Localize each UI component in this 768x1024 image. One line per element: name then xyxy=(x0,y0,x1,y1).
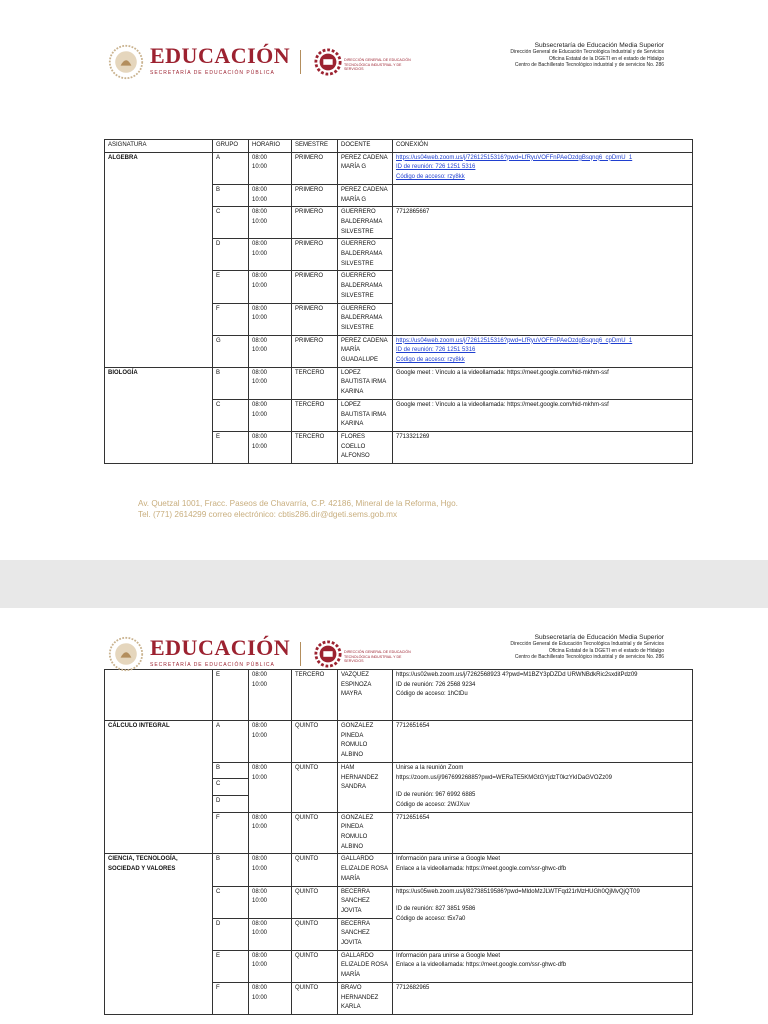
group-cell: C xyxy=(213,399,249,431)
teacher-cell: GUERRERO BALDERRAMA SILVESTRE xyxy=(338,271,393,303)
time-cell: 08:00 10:00 xyxy=(249,982,292,1014)
zoom-url: https://us05web.zoom.us/j/82738519586?pwd=MldoMzJLWTFqd21rMzHUGh0QjMvQjQT09 xyxy=(396,888,640,895)
time-cell: 08:00 10:00 xyxy=(249,886,292,918)
table-row xyxy=(105,152,693,184)
zoom-invite-title: Unirse a la reunión Zoom xyxy=(396,764,464,771)
meet-link: Enlace a la videollamada: https://meet.google.com/ssr-ghwc-dfb xyxy=(396,866,567,873)
logo-divider xyxy=(300,642,301,666)
group-cell: D xyxy=(213,239,249,271)
institution-lines xyxy=(510,43,664,68)
time-cell: 08:00 10:00 xyxy=(249,950,292,982)
teacher-cell: GUERRERO BALDERRAMA SILVESTRE xyxy=(338,239,393,271)
semester-cell: QUINTO xyxy=(292,812,338,854)
semester-cell: QUINTO xyxy=(292,950,338,982)
semester-cell: PRIMERO xyxy=(292,184,338,206)
teacher-cell: BRAVO HERNANDEZ KARLA xyxy=(338,982,393,1014)
address-line: Av. Quetzal 1001, Fracc. Paseos de Chavarría, C.P. 42186, Mineral de la Reforma, Hgo. xyxy=(138,499,458,508)
semester-cell: PRIMERO xyxy=(292,207,338,239)
teacher-cell: GUERRERO BALDERRAMA SILVESTRE xyxy=(338,303,393,335)
semester-cell: QUINTO xyxy=(292,762,338,812)
teacher-cell: PEREZ CADENA MARÍA G xyxy=(338,184,393,206)
national-seal-icon xyxy=(108,636,144,672)
group-cell: A xyxy=(213,152,249,184)
dgeti-gear-icon xyxy=(314,48,342,76)
subject-cell: CÁLCULO INTEGRAL xyxy=(105,721,213,854)
access-code-link[interactable]: Código de acceso: rzy8kk xyxy=(396,174,465,181)
zoom-link[interactable]: https://us04web.zoom.us/j/72612515316?pwd=LfRyuVOFFnPAeOzdgBsqnq6_cpDmU_1 xyxy=(396,154,633,161)
teacher-cell: PEREZ CADENA MARÍA GUADALUPE xyxy=(338,335,393,367)
semester-cell: PRIMERO xyxy=(292,271,338,303)
time-cell: 08:00 10:00 xyxy=(249,367,292,399)
group-cell: C xyxy=(213,207,249,239)
semester-cell: QUINTO xyxy=(292,721,338,763)
time-cell: 08:00 10:00 xyxy=(249,721,292,763)
subject-cell: CIENCIA, TECNOLOGÍA, SOCIEDAD Y VALORES xyxy=(105,854,213,1015)
schedule-table-1 xyxy=(104,139,693,464)
meeting-id: ID de reunión: 827 3851 9586 xyxy=(396,906,476,913)
access-code: Código de acceso: 1hCtDu xyxy=(396,691,468,698)
education-logo xyxy=(150,636,290,668)
logo-subtitle: SECRETARÍA DE EDUCACIÓN PÚBLICA xyxy=(150,70,275,76)
column-header: DOCENTE xyxy=(338,140,393,153)
group-cell: C xyxy=(213,886,249,918)
teacher-cell: PEREZ CADENA MARÍA G xyxy=(338,152,393,184)
contact-line: Tel. (771) 2614299 correo electrónico: cbtis286.dir@dgeti.sems.gob.mx xyxy=(138,509,398,519)
meeting-id: ID de reunión: 726 2568 9234 xyxy=(396,681,476,688)
dgeti-name: DIRECCIÓN GENERAL DE EDUCACIÓN TECNOLÓGICA INDUSTRIAL Y DE SERVICIOS xyxy=(344,650,411,664)
semester-cell: PRIMERO xyxy=(292,303,338,335)
institution-line: Dirección General de Educación Tecnológica Industrial y de Servicios xyxy=(510,641,664,648)
time-cell: 08:00 10:00 xyxy=(249,399,292,431)
meeting-id-link[interactable]: ID de reunión: 726 1251 5316 xyxy=(396,347,476,354)
meeting-id: ID de reunión: 967 6992 6885 xyxy=(396,792,476,799)
document-page-2 xyxy=(0,608,768,1024)
group-cell: B xyxy=(213,854,249,886)
institution-line: Subsecretaría de Educación Media Superior xyxy=(534,42,664,49)
teacher-cell: BECERRA SANCHEZ JOVITA xyxy=(338,886,393,918)
time-cell: 08:00 10:00 xyxy=(249,918,292,950)
connection-cell xyxy=(393,184,693,206)
table-row xyxy=(105,854,693,886)
connection-cell xyxy=(393,886,693,950)
group-cell: G xyxy=(213,335,249,367)
schedule-table-2 xyxy=(104,669,693,1015)
semester-cell: TERCERO xyxy=(292,431,338,463)
institution-line: Oficina Estatal de la DGETI en el estado de Hidalgo xyxy=(548,55,664,62)
group-cell: C xyxy=(213,779,249,796)
zoom-link[interactable]: https://us04web.zoom.us/j/72612515316?pwd=LfRyuVOFFnPAeOzdgBsqnq6_cpDmU_1 xyxy=(396,337,633,344)
group-cell: D xyxy=(213,796,249,813)
column-header: ASIGNATURA xyxy=(105,140,213,153)
table-row xyxy=(105,367,693,399)
group-cell: F xyxy=(213,812,249,854)
letterhead xyxy=(104,42,664,92)
time-cell: 08:00 10:00 xyxy=(249,670,292,721)
logo-title: EDUCACIÓN xyxy=(150,43,291,68)
table-row xyxy=(105,721,693,763)
semester-cell: PRIMERO xyxy=(292,152,338,184)
logo-subtitle: SECRETARÍA DE EDUCACIÓN PÚBLICA xyxy=(150,662,275,668)
group-cell: B xyxy=(213,762,249,779)
address-footer xyxy=(138,499,458,520)
institution-line: Oficina Estatal de la DGETI en el estado de Hidalgo xyxy=(548,647,664,654)
zoom-url: https://zoom.us/j/96769926885?pwd=WERaTE5KMGtGYjdzT0kzYkIDaGVOZz09 xyxy=(396,774,612,781)
meet-invite-title: Información para unirse a Google Meet xyxy=(396,952,501,959)
teacher-cell: LOPEZ BAUTISTA IRMA KARINA xyxy=(338,399,393,431)
column-header: HORARIO xyxy=(249,140,292,153)
time-cell: 08:00 10:00 xyxy=(249,335,292,367)
access-code: Código de acceso: 2WJXuv xyxy=(396,801,470,808)
column-header: GRUPO xyxy=(213,140,249,153)
column-header: SEMESTRE xyxy=(292,140,338,153)
group-cell: F xyxy=(213,303,249,335)
institution-line: Subsecretaría de Educación Media Superior xyxy=(534,634,664,641)
connection-cell: 7713321269 xyxy=(393,431,693,463)
teacher-cell: HAM HERNANDEZ SANDRA xyxy=(338,762,393,812)
connection-cell xyxy=(393,152,693,184)
connection-cell xyxy=(393,335,693,367)
teacher-cell: BECERRA SANCHEZ JOVITA xyxy=(338,918,393,950)
group-cell: B xyxy=(213,367,249,399)
time-cell: 08:00 10:00 xyxy=(249,303,292,335)
logo-title: EDUCACIÓN xyxy=(150,635,291,660)
subject-cell: ALGEBRA xyxy=(105,152,213,367)
connection-cell xyxy=(393,854,693,886)
institution-line: Dirección General de Educación Tecnológica Industrial y de Servicios xyxy=(510,49,664,56)
connection-cell: 7712682965 xyxy=(393,982,693,1014)
group-cell: E xyxy=(213,670,249,721)
connection-cell: Google meet : Vínculo a la videollamada: https://meet.google.com/hid-mkhm-ssf xyxy=(393,399,693,431)
semester-cell: TERCERO xyxy=(292,367,338,399)
semester-cell: TERCERO xyxy=(292,399,338,431)
semester-cell: QUINTO xyxy=(292,886,338,918)
access-code: Código de acceso: t5x7a0 xyxy=(396,915,466,922)
meet-invite-title: Información para unirse a Google Meet xyxy=(396,856,501,863)
zoom-url: https://us02web.zoom.us/j/7262568923 4?pwd=M1BZY3pDZDd URWNBdkRic2sxditPdz09 xyxy=(396,672,638,678)
meeting-id-link[interactable]: ID de reunión: 726 1251 5316 xyxy=(396,164,476,171)
semester-cell: PRIMERO xyxy=(292,239,338,271)
time-cell: 08:00 10:00 xyxy=(249,812,292,854)
dgeti-name: DIRECCIÓN GENERAL DE EDUCACIÓN TECNOLÓGICA INDUSTRIAL Y DE SERVICIOS xyxy=(344,58,411,72)
subject-cell: BIOLOGÍA xyxy=(105,367,213,463)
column-header: CONEXIÓN xyxy=(393,140,693,153)
time-cell: 08:00 10:00 xyxy=(249,271,292,303)
dgeti-gear-icon xyxy=(314,640,342,668)
meet-link: Enlace a la videollamada: https://meet.google.com/ssr-ghwc-dfb xyxy=(396,962,567,969)
time-cell: 08:00 10:00 xyxy=(249,239,292,271)
institution-lines xyxy=(510,635,664,660)
group-cell: E xyxy=(213,950,249,982)
connection-cell: 7712651654 xyxy=(393,721,693,763)
teacher-cell: LOPEZ BAUTISTA IRMA KARINA xyxy=(338,367,393,399)
time-cell: 08:00 10:00 xyxy=(249,762,292,812)
group-cell: A xyxy=(213,721,249,763)
teacher-cell: FLORES COELLO ALFONSO xyxy=(338,431,393,463)
institution-line: Centro de Bachillerato Tecnológico industrial y de servicios No. 286 xyxy=(514,61,664,68)
semester-cell: QUINTO xyxy=(292,854,338,886)
time-cell: 08:00 10:00 xyxy=(249,207,292,239)
group-cell: E xyxy=(213,431,249,463)
letterhead xyxy=(104,634,664,684)
teacher-cell: GALLARDO ELIZALDE ROSA MARÍA xyxy=(338,854,393,886)
connection-cell xyxy=(393,950,693,982)
semester-cell: TERCERO xyxy=(292,670,338,721)
teacher-cell: GALLARDO ELIZALDE ROSA MARÍA xyxy=(338,950,393,982)
group-cell: B xyxy=(213,184,249,206)
connection-cell: 7712865667 xyxy=(393,207,693,335)
semester-cell: QUINTO xyxy=(292,982,338,1014)
time-cell: 08:00 10:00 xyxy=(249,184,292,206)
connection-cell: Google meet : Vínculo a la videollamada: https://meet.google.com/hid-mkhm-ssf xyxy=(393,367,693,399)
semester-cell: QUINTO xyxy=(292,918,338,950)
teacher-cell: GUERRERO BALDERRAMA SILVESTRE xyxy=(338,207,393,239)
semester-cell: PRIMERO xyxy=(292,335,338,367)
teacher-cell: GONZALEZ PINEDA ROMULO ALBINO xyxy=(338,721,393,763)
institution-line: Centro de Bachillerato Tecnológico industrial y de servicios No. 286 xyxy=(514,653,664,660)
time-cell: 08:00 10:00 xyxy=(249,431,292,463)
national-seal-icon xyxy=(108,44,144,80)
access-code-link[interactable]: Código de acceso: rzy8kk xyxy=(396,357,465,364)
header-row xyxy=(105,140,693,153)
time-cell: 08:00 10:00 xyxy=(249,854,292,886)
group-cell: F xyxy=(213,982,249,1014)
teacher-cell: GONZALEZ PINEDA ROMULO ALBINO xyxy=(338,812,393,854)
connection-cell xyxy=(393,762,693,812)
time-cell: 08:00 10:00 xyxy=(249,152,292,184)
education-logo xyxy=(150,44,290,76)
connection-cell: 7712651654 xyxy=(393,812,693,854)
teacher-cell: VAZQUEZ ESPINOZA MAYRA xyxy=(338,670,393,721)
group-cell: E xyxy=(213,271,249,303)
group-cell: D xyxy=(213,918,249,950)
logo-divider xyxy=(300,50,301,74)
